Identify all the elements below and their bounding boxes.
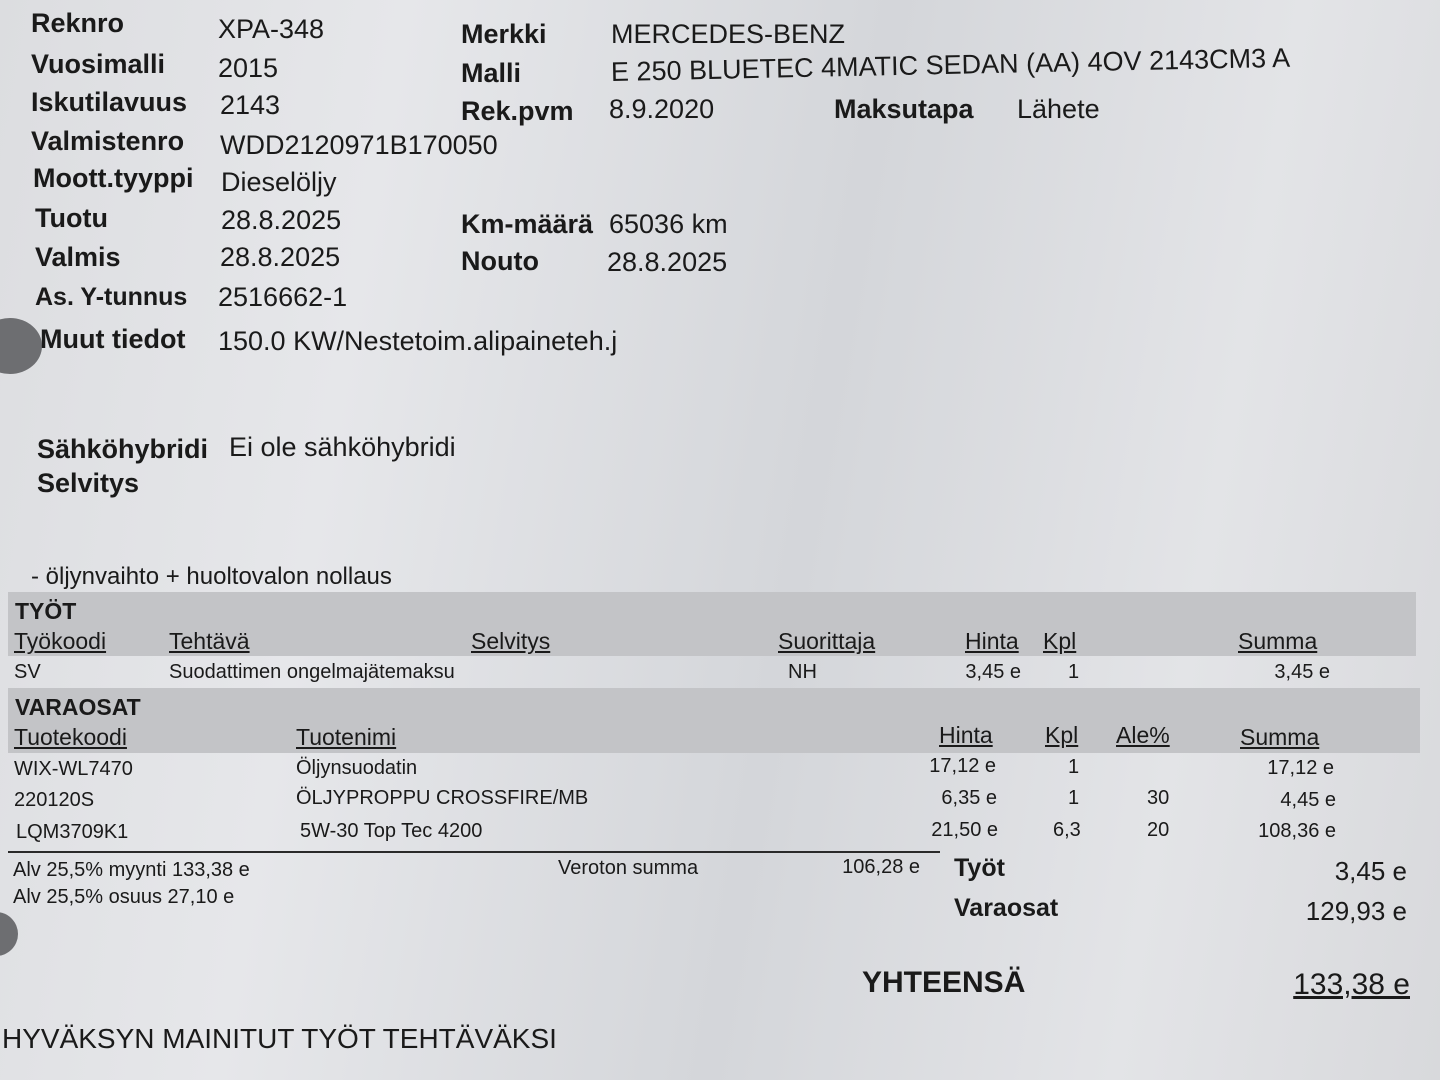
vuosimalli-value: 2015 — [218, 53, 279, 83]
nouto-label: Nouto — [461, 246, 539, 276]
muut-label: Muut tiedot — [40, 324, 186, 354]
tyot-row-task: Suodattimen ongelmajätemaksu — [169, 661, 455, 683]
part-ale: 30 — [1147, 787, 1170, 809]
tyot-total-label: Työt — [954, 854, 1005, 882]
varaosat-header-price: Hinta — [939, 722, 993, 748]
rekpvm-value: 8.9.2020 — [609, 94, 715, 124]
valmis-label: Valmis — [35, 242, 121, 272]
part-code: LQM3709K1 — [16, 821, 129, 843]
tuotu-value: 28.8.2025 — [221, 205, 342, 235]
divider — [8, 851, 940, 853]
hybrid-value: Ei ole sähköhybridi — [229, 432, 456, 462]
maksutapa-label: Maksutapa — [834, 94, 974, 124]
varaosat-total-value: 129,93 e — [1305, 896, 1407, 926]
tyot-row-sum: 3,45 e — [1274, 661, 1330, 683]
rekpvm-label: Rek.pvm — [461, 96, 574, 126]
malli-value: E 250 BLUETEC 4MATIC SEDAN (AA) 4OV 2143CM3 A — [610, 42, 1291, 87]
varaosat-header-code: Tuotekoodi — [14, 724, 127, 750]
km-value: 65036 km — [609, 209, 728, 239]
part-code: WIX-WL7470 — [14, 758, 133, 780]
punch-hole — [0, 912, 18, 956]
part-name: 5W-30 Top Tec 4200 — [300, 820, 483, 842]
varaosat-header-name: Tuotenimi — [296, 724, 397, 750]
reknro-label: Reknro — [31, 8, 125, 38]
part-ale: 20 — [1147, 819, 1170, 841]
punch-hole — [0, 318, 42, 374]
alv-osuus: Alv 25,5% osuus 27,10 e — [13, 886, 235, 908]
muut-value: 150.0 KW/Nestetoim.alipaineteh.j — [218, 326, 618, 356]
tyot-row-price: 3,45 e — [965, 661, 1021, 683]
tyot-header-performer: Suorittaja — [778, 628, 876, 654]
merkki-label: Merkki — [461, 19, 547, 49]
varaosat-header-ale: Ale% — [1116, 722, 1170, 748]
moott-label: Moott.tyyppi — [33, 163, 194, 193]
part-price: 21,50 e — [931, 819, 998, 841]
part-sum: 17,12 e — [1267, 757, 1334, 779]
alv-myynti: Alv 25,5% myynti 133,38 e — [13, 859, 250, 881]
tyot-header-price: Hinta — [965, 628, 1019, 654]
valmistenro-value: WDD2120971B170050 — [220, 130, 498, 160]
part-qty: 6,3 — [1053, 819, 1081, 841]
varaosat-header-qty: Kpl — [1045, 722, 1079, 748]
yhteensa-value: 133,38 e — [1293, 968, 1410, 1001]
veroton-value: 106,28 e — [842, 856, 920, 878]
malli-label: Malli — [461, 58, 522, 88]
ytunnus-value: 2516662-1 — [218, 282, 348, 312]
tyot-title: TYÖT — [15, 598, 77, 624]
valmistenro-label: Valmistenro — [31, 126, 185, 156]
tyot-header-code: Työkoodi — [14, 628, 107, 654]
part-code: 220120S — [14, 789, 95, 811]
tyot-row-qty: 1 — [1068, 661, 1080, 683]
moott-value: Dieselöljy — [221, 167, 337, 197]
maksutapa-value: Lähete — [1017, 94, 1100, 124]
veroton-label: Veroton summa — [558, 857, 699, 879]
part-sum: 4,45 e — [1280, 789, 1336, 811]
km-label: Km-määrä — [461, 209, 594, 239]
approval-footer: HYVÄKSYN MAINITUT TYÖT TEHTÄVÄKSI — [2, 1023, 557, 1054]
reknro-value: XPA-348 — [218, 14, 325, 44]
varaosat-total-label: Varaosat — [954, 894, 1059, 922]
part-qty: 1 — [1068, 756, 1080, 778]
tyot-header-selvitys: Selvitys — [471, 628, 551, 654]
varaosat-header-sum: Summa — [1240, 724, 1320, 750]
iskutilavuus-label: Iskutilavuus — [31, 87, 188, 117]
varaosat-header-band — [8, 688, 1420, 753]
tyot-row-performer: NH — [788, 661, 817, 683]
varaosat-title: VARAOSAT — [15, 694, 141, 720]
selvitys-label: Selvitys — [37, 468, 140, 498]
valmis-value: 28.8.2025 — [220, 242, 341, 272]
merkki-value: MERCEDES-BENZ — [611, 19, 846, 49]
part-sum: 108,36 e — [1258, 820, 1336, 842]
tyot-header-task: Tehtävä — [169, 628, 250, 654]
nouto-value: 28.8.2025 — [607, 247, 728, 277]
tyot-row-code: SV — [14, 661, 41, 683]
part-qty: 1 — [1068, 787, 1080, 809]
tyot-header-qty: Kpl — [1043, 628, 1077, 654]
part-price: 6,35 e — [941, 787, 997, 809]
yhteensa-label: YHTEENSÄ — [862, 966, 1026, 999]
tyot-total-value: 3,45 e — [1334, 856, 1407, 886]
iskutilavuus-value: 2143 — [220, 90, 281, 120]
part-name: ÖLJYPROPPU CROSSFIRE/MB — [296, 787, 589, 809]
part-price: 17,12 e — [929, 755, 996, 777]
hybrid-label: Sähköhybridi — [37, 434, 209, 464]
tuotu-label: Tuotu — [35, 203, 108, 233]
ytunnus-label: As. Y-tunnus — [35, 283, 188, 311]
part-name: Öljynsuodatin — [296, 757, 418, 779]
work-note: - öljynvaihto + huoltovalon nollaus — [31, 563, 392, 590]
vuosimalli-label: Vuosimalli — [31, 49, 166, 79]
tyot-header-sum: Summa — [1238, 628, 1318, 654]
